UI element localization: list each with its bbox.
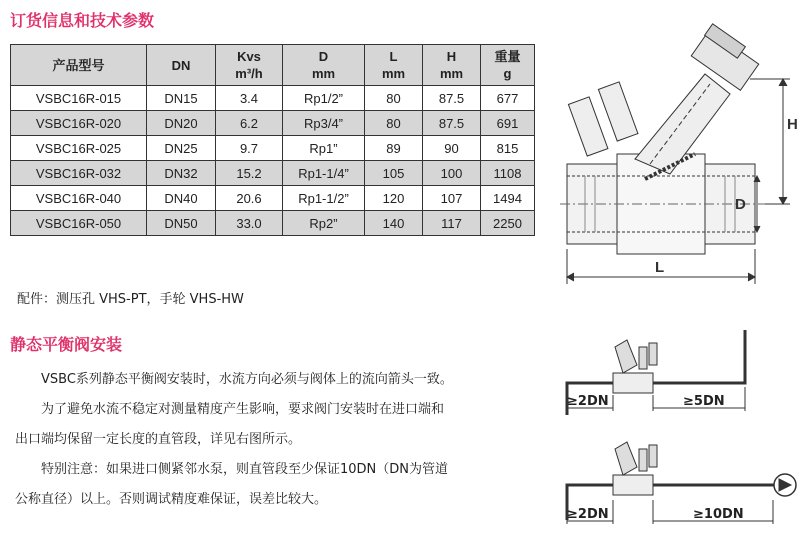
- table-cell: 89: [365, 136, 423, 161]
- table-cell: DN25: [147, 136, 216, 161]
- install-text: [15, 365, 535, 515]
- table-cell: 6.2: [216, 111, 283, 136]
- table-cell: 3.4: [216, 86, 283, 111]
- pump-icon: [774, 474, 796, 496]
- table-row: [11, 111, 535, 136]
- install-diagram-pump: [555, 430, 800, 530]
- table-cell: 80: [365, 111, 423, 136]
- table-cell: 1108: [481, 161, 535, 186]
- table-row: [11, 186, 535, 211]
- table-row: [11, 211, 535, 236]
- install2-right-label: ≥10DN: [693, 507, 744, 522]
- table-cell: 87.5: [423, 86, 481, 111]
- spec-table: [10, 44, 535, 236]
- table-row: [11, 136, 535, 161]
- table-row: [11, 86, 535, 111]
- table-cell: Rp2”: [283, 211, 365, 236]
- header-dn: DN: [147, 45, 216, 86]
- table-cell: Rp3/4”: [283, 111, 365, 136]
- dim-h-label: H: [787, 116, 798, 133]
- table-cell: 691: [481, 111, 535, 136]
- header-d: D mm: [283, 45, 365, 86]
- header-l: L mm: [365, 45, 423, 86]
- table-cell: DN32: [147, 161, 216, 186]
- table-cell: 117: [423, 211, 481, 236]
- paragraph-line: 公称直径）以上。否则调试精度难保证，误差比较大。: [15, 492, 328, 507]
- install2-left-label: ≥2DN: [567, 507, 609, 522]
- mini-valve-icon: [613, 340, 657, 393]
- header-h: H mm: [423, 45, 481, 86]
- paragraph-line: 为了避免水流不稳定对测量精度产生影响，要求阀门安装时在进口端和: [41, 402, 445, 417]
- table-cell: 33.0: [216, 211, 283, 236]
- table-cell: DN20: [147, 111, 216, 136]
- table-cell: Rp1-1/4”: [283, 161, 365, 186]
- table-cell: 87.5: [423, 111, 481, 136]
- valve-dimension-drawing: [555, 4, 800, 304]
- table-cell: 90: [423, 136, 481, 161]
- table-cell: DN50: [147, 211, 216, 236]
- table-cell: Rp1-1/2”: [283, 186, 365, 211]
- install-title: 静态平衡阀安装: [10, 335, 123, 354]
- table-cell: 105: [365, 161, 423, 186]
- table-cell: 1494: [481, 186, 535, 211]
- table-row: [11, 161, 535, 186]
- table-cell: VSBC16R-020: [11, 111, 147, 136]
- paragraph-line: 出口端均保留一定长度的直管段，详见右图所示。: [15, 432, 302, 447]
- install-diagram-normal: [555, 325, 800, 425]
- table-cell: VSBC16R-025: [11, 136, 147, 161]
- dim-l-label: L: [655, 259, 665, 276]
- install1-right-label: ≥5DN: [683, 394, 725, 409]
- table-cell: 140: [365, 211, 423, 236]
- table-cell: 20.6: [216, 186, 283, 211]
- table-header-row: [11, 45, 535, 86]
- table-cell: 677: [481, 86, 535, 111]
- table-cell: 80: [365, 86, 423, 111]
- header-kvs: Kvs m³/h: [216, 45, 283, 86]
- table-cell: 107: [423, 186, 481, 211]
- table-cell: 9.7: [216, 136, 283, 161]
- mini-valve-icon: [613, 442, 657, 495]
- order-info-title: 订货信息和技术参数: [10, 11, 155, 30]
- table-cell: Rp1/2”: [283, 86, 365, 111]
- install1-left-label: ≥2DN: [567, 394, 609, 409]
- table-cell: Rp1”: [283, 136, 365, 161]
- table-cell: 2250: [481, 211, 535, 236]
- table-cell: 100: [423, 161, 481, 186]
- table-cell: VSBC16R-040: [11, 186, 147, 211]
- header-weight: 重量 g: [481, 45, 535, 86]
- table-cell: DN40: [147, 186, 216, 211]
- table-cell: 15.2: [216, 161, 283, 186]
- accessories-note: 配件：测压孔 VHS-PT，手轮 VHS-HW: [17, 292, 244, 307]
- header-model: 产品型号: [11, 45, 147, 86]
- paragraph-line: 特别注意：如果进口侧紧邻水泵，则直管段至少保证10DN（DN为管道: [41, 462, 449, 477]
- paragraph-line: VSBC系列静态平衡阀安装时，水流方向必须与阀体上的流向箭头一致。: [41, 372, 453, 387]
- table-cell: 815: [481, 136, 535, 161]
- table-cell: VSBC16R-050: [11, 211, 147, 236]
- table-cell: DN15: [147, 86, 216, 111]
- dim-d-label: D: [735, 196, 746, 213]
- table-cell: VSBC16R-032: [11, 161, 147, 186]
- valve-body: [560, 24, 765, 254]
- table-cell: 120: [365, 186, 423, 211]
- table-cell: VSBC16R-015: [11, 86, 147, 111]
